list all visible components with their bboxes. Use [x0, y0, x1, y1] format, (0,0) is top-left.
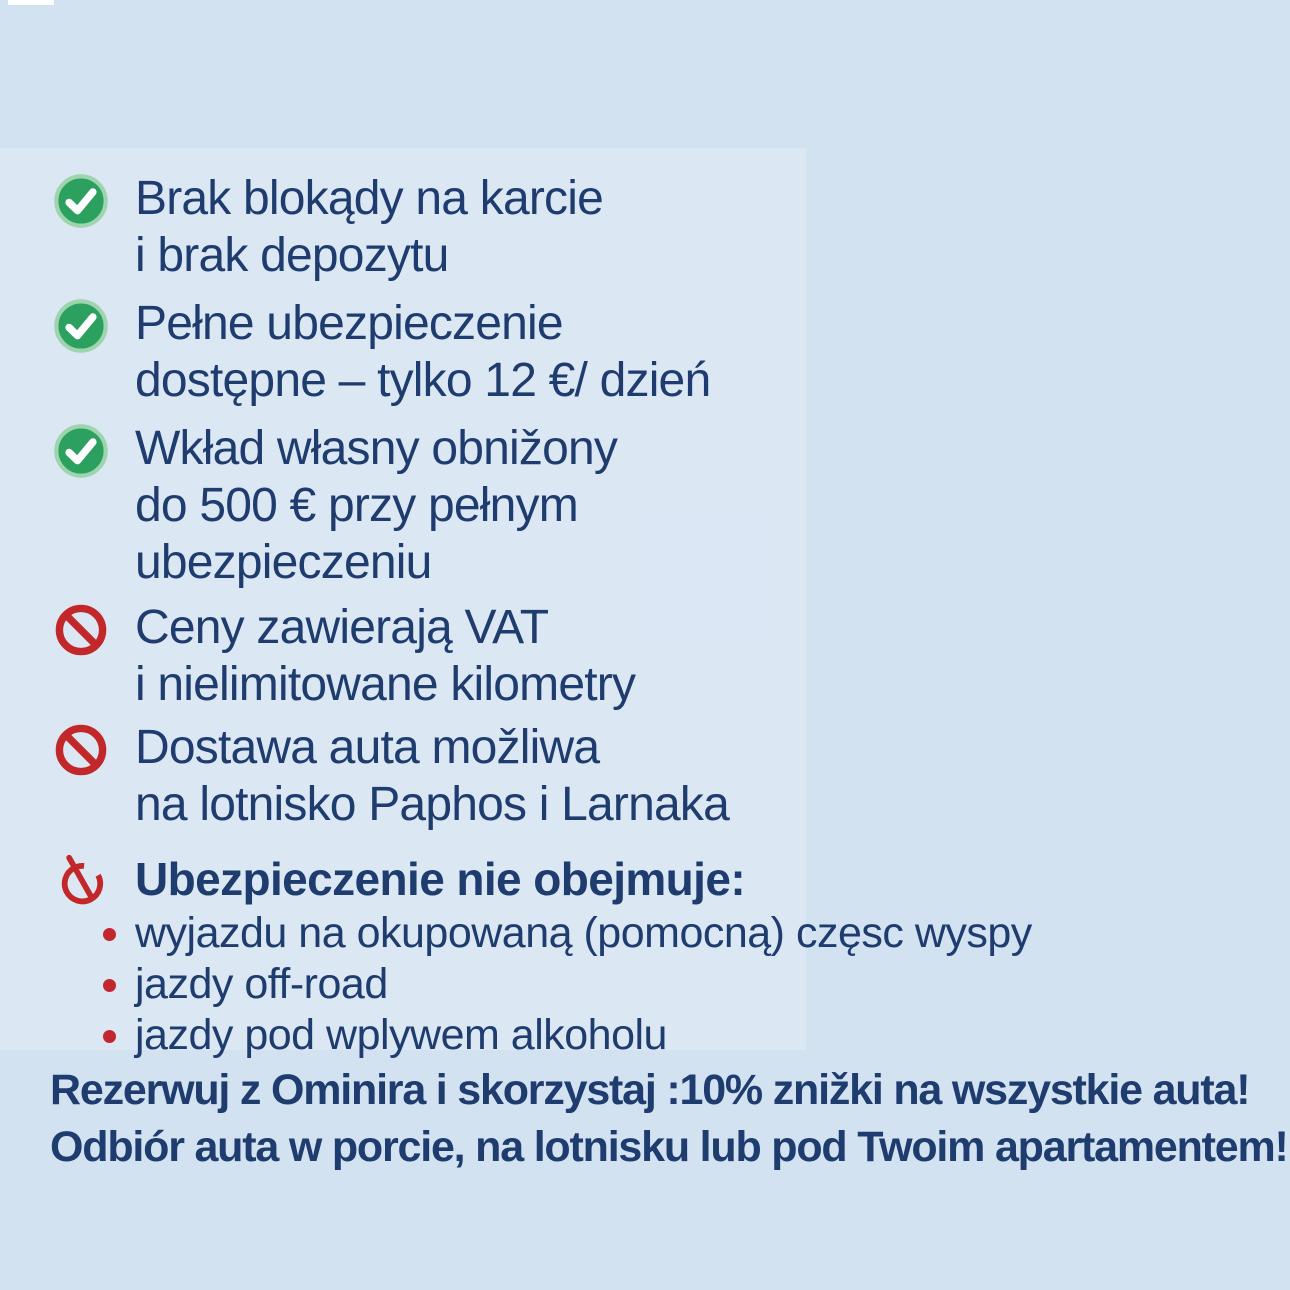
footer-promo-text: Rezerwuj z Ominira i skorzystaj :10% znižki na wszystkie auta!: [50, 1066, 1250, 1114]
exclusion-bullet-item: [103, 1010, 667, 1061]
exclusions-heading: Ubezpieczenie nie obejmuje:: [135, 853, 746, 905]
checklist-line: Ceny zawierają VAT: [135, 601, 549, 654]
checklist-line: Dostawa auta možliwa: [135, 721, 600, 774]
checklist-line: Pełne ubezpieczenie: [135, 297, 563, 350]
checklist-item: [52, 170, 603, 284]
check-circle-icon: [52, 297, 110, 355]
exclusion-bullet-text: wyjazdu na okupowaną (pomocną) częsc wyspy: [135, 909, 1032, 957]
footer-pickup-line: [50, 1119, 1288, 1176]
checklist-line: ubezpieczeniu: [135, 536, 432, 589]
prohibition-icon: [52, 601, 110, 659]
checklist-item: [52, 295, 710, 409]
checklist-line: Wkład własny obnižony: [135, 422, 618, 475]
footer-pickup-text: Odbiór auta w porcie, na lotnisku lub pod Twoim apartamentem!: [50, 1123, 1288, 1171]
exclusion-bullet-text: jazdy pod wplywem alkoholu: [135, 1011, 667, 1059]
ban-stroke-icon: [55, 854, 107, 906]
check-circle-icon: [52, 172, 110, 230]
red-dot-icon: [103, 928, 116, 941]
check-circle-icon: [52, 422, 110, 480]
checklist-line: do 500 € przy pełnym: [135, 479, 578, 532]
checklist-line: dostępne – tylko 12 €/ dzień: [135, 354, 711, 407]
red-dot-icon: [103, 1030, 116, 1043]
checklist-item: [52, 420, 617, 591]
footer-promo-line: [50, 1062, 1249, 1119]
red-dot-icon: [103, 979, 116, 992]
checklist-item: [52, 599, 635, 713]
prohibition-icon: [52, 721, 110, 779]
exclusion-bullet-text: jazdy off-road: [135, 960, 388, 1008]
exclusion-bullet-item: [103, 959, 388, 1010]
checklist-line: i nielimitowane kilometry: [135, 658, 636, 711]
top-white-sliver: [8, 0, 54, 5]
exclusions-header: [52, 852, 745, 906]
checklist-line: Brak blokądy na karcie: [135, 172, 603, 225]
exclusion-bullet-item: [103, 908, 1032, 959]
checklist-line: i brak depozytu: [135, 229, 449, 282]
checklist-item: [52, 719, 729, 833]
checklist-line: na lotnisko Paphos i Larnaka: [135, 778, 730, 831]
